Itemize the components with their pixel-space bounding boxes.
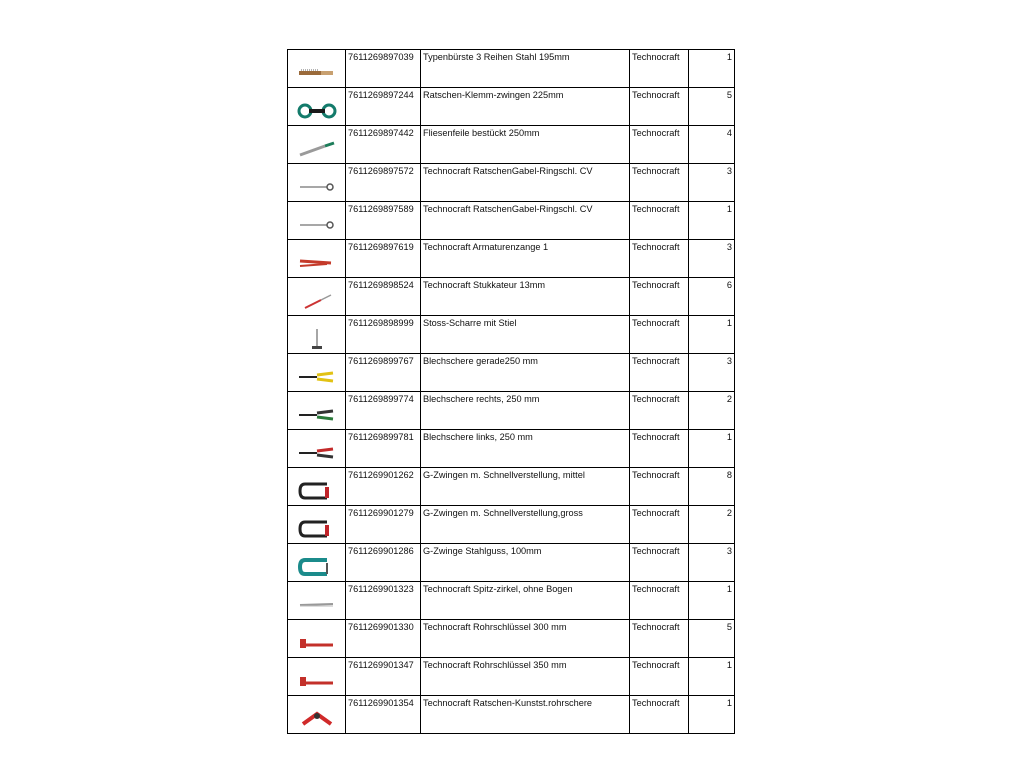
table-row	[288, 278, 735, 316]
quantity-cell: 1	[689, 316, 735, 354]
plaster-tool-icon	[288, 292, 345, 310]
table-row	[288, 620, 735, 658]
quantity-cell: 3	[689, 164, 735, 202]
description-cell: Technocraft Rohrschlüssel 350 mm	[421, 658, 630, 696]
ean-cell: 7611269901279	[346, 506, 421, 544]
product-image-cell	[288, 696, 346, 734]
quantity-cell: 1	[689, 430, 735, 468]
tin-snips-right-icon	[288, 408, 345, 422]
inventory-table-body	[288, 50, 735, 734]
description-cell: Typenbürste 3 Reihen Stahl 195mm	[421, 50, 630, 88]
ean-cell: 7611269898999	[346, 316, 421, 354]
pipe-wrench-icon	[288, 636, 345, 650]
ratchet-wrench-icon	[288, 182, 345, 192]
ean-cell: 7611269897572	[346, 164, 421, 202]
brand-cell: Technocraft	[630, 88, 689, 126]
g-clamp-icon	[288, 481, 345, 501]
brand-cell: Technocraft	[630, 544, 689, 582]
brand-cell: Technocraft	[630, 468, 689, 506]
description-cell: G-Zwingen m. Schnellverstellung,gross	[421, 506, 630, 544]
product-image-cell	[288, 50, 346, 88]
product-image-cell	[288, 164, 346, 202]
table-row	[288, 88, 735, 126]
description-cell: Technocraft Armaturenzange 1	[421, 240, 630, 278]
brand-cell: Technocraft	[630, 240, 689, 278]
product-image-cell	[288, 278, 346, 316]
ean-cell: 7611269897244	[346, 88, 421, 126]
pipe-cutter-icon	[288, 710, 345, 728]
table-row	[288, 696, 735, 734]
description-cell: G-Zwingen m. Schnellverstellung, mittel	[421, 468, 630, 506]
brand-cell: Technocraft	[630, 354, 689, 392]
ean-cell: 7611269901347	[346, 658, 421, 696]
ratchet-wrench-icon	[288, 220, 345, 230]
tile-file-icon	[288, 141, 345, 157]
product-image-cell	[288, 468, 346, 506]
brand-cell: Technocraft	[630, 392, 689, 430]
brand-cell: Technocraft	[630, 430, 689, 468]
product-image-cell	[288, 620, 346, 658]
description-cell: Ratschen-Klemm-zwingen 225mm	[421, 88, 630, 126]
quantity-cell: 1	[689, 582, 735, 620]
table-row	[288, 126, 735, 164]
product-image-cell	[288, 354, 346, 392]
table-row	[288, 354, 735, 392]
tin-snips-left-icon	[288, 446, 345, 460]
table-row	[288, 50, 735, 88]
scraper-icon	[288, 327, 345, 351]
brand-cell: Technocraft	[630, 164, 689, 202]
ean-cell: 7611269901330	[346, 620, 421, 658]
g-clamp-icon	[288, 519, 345, 539]
ean-cell: 7611269897442	[346, 126, 421, 164]
table-row	[288, 544, 735, 582]
tin-snips-straight-icon	[288, 370, 345, 384]
quantity-cell: 5	[689, 620, 735, 658]
table-row	[288, 582, 735, 620]
product-image-cell	[288, 582, 346, 620]
ean-cell: 7611269899767	[346, 354, 421, 392]
product-image-cell	[288, 126, 346, 164]
description-cell: Blechschere rechts, 250 mm	[421, 392, 630, 430]
quantity-cell: 1	[689, 696, 735, 734]
table-row	[288, 658, 735, 696]
description-cell: Stoss-Scharre mit Stiel	[421, 316, 630, 354]
brand-cell: Technocraft	[630, 202, 689, 240]
table-row	[288, 430, 735, 468]
ean-cell: 7611269897039	[346, 50, 421, 88]
quantity-cell: 1	[689, 202, 735, 240]
ean-cell: 7611269897619	[346, 240, 421, 278]
ean-cell: 7611269897589	[346, 202, 421, 240]
product-image-cell	[288, 392, 346, 430]
brand-cell: Technocraft	[630, 620, 689, 658]
quantity-cell: 2	[689, 506, 735, 544]
description-cell: Technocraft Spitz-zirkel, ohne Bogen	[421, 582, 630, 620]
ean-cell: 7611269901286	[346, 544, 421, 582]
table-row	[288, 202, 735, 240]
cast-g-clamp-icon	[288, 557, 345, 577]
product-image-cell	[288, 202, 346, 240]
divider-compass-icon	[288, 601, 345, 609]
product-image-cell	[288, 430, 346, 468]
ean-cell: 7611269898524	[346, 278, 421, 316]
product-image-cell	[288, 506, 346, 544]
product-image-cell	[288, 316, 346, 354]
table-row	[288, 164, 735, 202]
description-cell: Technocraft RatschenGabel-Ringschl. CV	[421, 164, 630, 202]
quantity-cell: 2	[689, 392, 735, 430]
quantity-cell: 1	[689, 658, 735, 696]
description-cell: Fliesenfeile bestückt 250mm	[421, 126, 630, 164]
quantity-cell: 1	[689, 50, 735, 88]
quantity-cell: 3	[689, 354, 735, 392]
description-cell: Blechschere links, 250 mm	[421, 430, 630, 468]
brand-cell: Technocraft	[630, 316, 689, 354]
quantity-cell: 3	[689, 544, 735, 582]
quantity-cell: 6	[689, 278, 735, 316]
table-row	[288, 392, 735, 430]
product-image-cell	[288, 658, 346, 696]
description-cell: Technocraft Stukkateur 13mm	[421, 278, 630, 316]
ean-cell: 7611269901323	[346, 582, 421, 620]
brand-cell: Technocraft	[630, 658, 689, 696]
table-row	[288, 240, 735, 278]
ean-cell: 7611269899781	[346, 430, 421, 468]
description-cell: Technocraft RatschenGabel-Ringschl. CV	[421, 202, 630, 240]
inventory-table	[287, 49, 735, 734]
table-row	[288, 468, 735, 506]
product-image-cell	[288, 88, 346, 126]
brand-cell: Technocraft	[630, 126, 689, 164]
ean-cell: 7611269899774	[346, 392, 421, 430]
pipe-pliers-icon	[288, 257, 345, 269]
quantity-cell: 8	[689, 468, 735, 506]
description-cell: G-Zwinge Stahlguss, 100mm	[421, 544, 630, 582]
table-row	[288, 506, 735, 544]
quantity-cell: 4	[689, 126, 735, 164]
brand-cell: Technocraft	[630, 696, 689, 734]
table-row	[288, 316, 735, 354]
ean-cell: 7611269901262	[346, 468, 421, 506]
product-image-cell	[288, 544, 346, 582]
brand-cell: Technocraft	[630, 50, 689, 88]
brand-cell: Technocraft	[630, 582, 689, 620]
quantity-cell: 3	[689, 240, 735, 278]
description-cell: Technocraft Rohrschlüssel 300 mm	[421, 620, 630, 658]
quantity-cell: 5	[689, 88, 735, 126]
description-cell: Blechschere gerade250 mm	[421, 354, 630, 392]
pipe-wrench-icon	[288, 674, 345, 688]
brand-cell: Technocraft	[630, 506, 689, 544]
ratchet-clamp-icon	[288, 103, 345, 119]
ean-cell: 7611269901354	[346, 696, 421, 734]
brand-cell: Technocraft	[630, 278, 689, 316]
wire-brush-icon	[288, 67, 345, 79]
description-cell: Technocraft Ratschen-Kunstst.rohrschere	[421, 696, 630, 734]
product-image-cell	[288, 240, 346, 278]
